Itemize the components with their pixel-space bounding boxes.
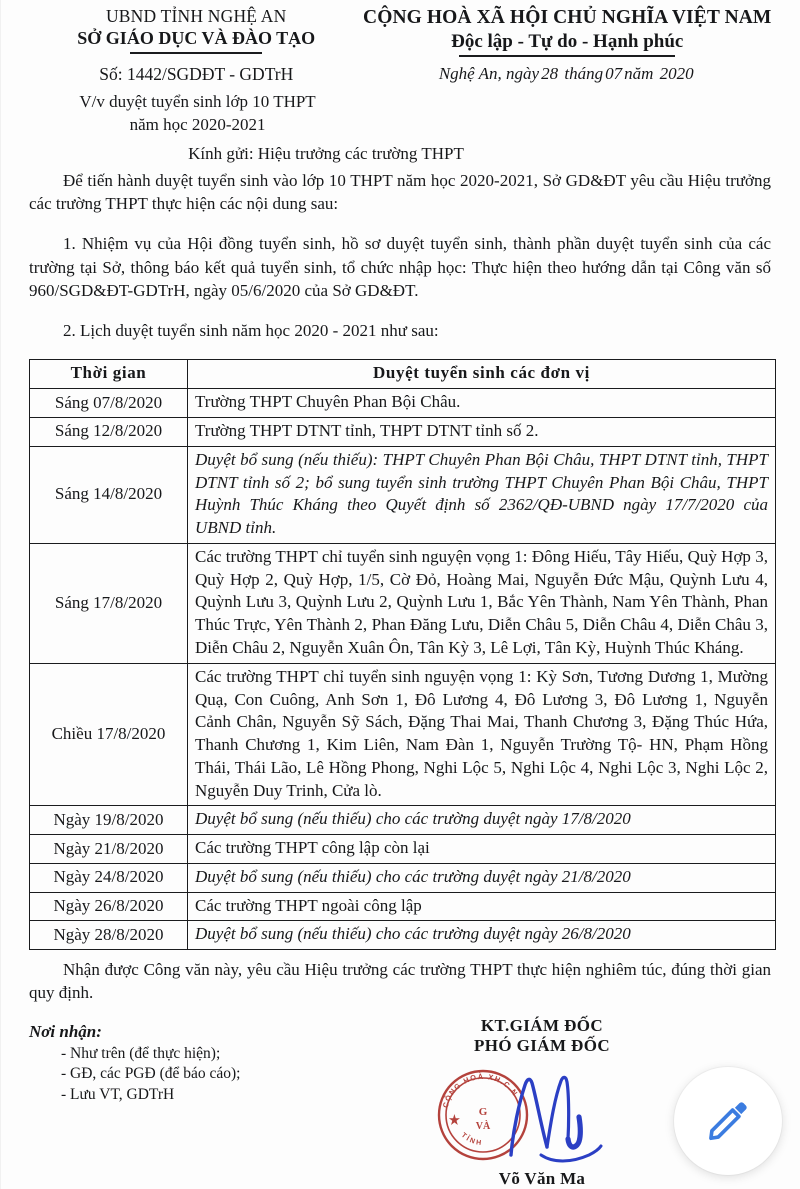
svg-text:TỈNH: TỈNH	[459, 1132, 484, 1148]
schedule-table-body	[30, 389, 776, 950]
subject-line-2: năm học 2020-2021	[129, 114, 266, 134]
place-date-year-label: năm	[624, 64, 654, 84]
table-row	[30, 446, 776, 543]
recipient-line: Kính gửi: Hiệu trưởng các trường THPT	[188, 143, 464, 163]
cell-desc: Trường THPT Chuyên Phan Bội Châu.	[188, 389, 776, 418]
place-date	[439, 64, 696, 83]
recipients-title: Nơi nhận:	[29, 1021, 102, 1041]
subject-line-1: V/v duyệt tuyển sinh lớp 10 THPT	[79, 92, 316, 112]
place-date-month-label: tháng	[564, 64, 604, 84]
table-row	[30, 663, 776, 806]
table-row	[30, 806, 776, 835]
cell-desc: Duyệt bổ sung (nếu thiếu): THPT Chuyên Phan Bội Châu, THPT DTNT tỉnh, THPT DTNT tỉnh số 2; bổ sung tuyển sinh trường THPT Chuyên Phan Bội Châu, THPT Huỳnh Thúc Kháng theo Quyết định số 2362/QĐ-UBND ngày 17/7/2020 của UBND tỉnh.	[188, 446, 776, 543]
cell-desc: Trường THPT DTNT tỉnh, THPT DTNT tỉnh số 2.	[188, 418, 776, 447]
seal-and-signature	[397, 1057, 687, 1175]
pencil-icon	[705, 1098, 751, 1144]
schedule-table-wrap	[27, 359, 775, 950]
cell-time: Ngày 26/8/2020	[30, 892, 188, 921]
masthead	[27, 6, 775, 57]
cell-desc: Duyệt bổ sung (nếu thiếu) cho các trường duyệt ngày 21/8/2020	[188, 863, 776, 892]
handwritten-signature	[489, 1059, 619, 1171]
organization-parent-line: UBND TỈNH NGHỆ AN	[105, 6, 287, 26]
list-item: - Lưu VT, GDTrH	[61, 1085, 175, 1103]
place-date-year: 2020	[659, 64, 694, 84]
document-number: Số: 1442/SGDĐT - GDTrH	[99, 64, 294, 85]
section-1-paragraph: 1. Nhiệm vụ của Hội đồng tuyển sinh, hồ sơ duyệt tuyển sinh, thành phần duyệt tuyển sinh của các trường tại Sở, thông báo kết quả tuyển sinh, tổ chức nhập học: Thực hiện theo hướng dẫn tại Công văn số 960/SGD&ĐT-GDTrH, ngày 05/6/2020 của Sở GD&ĐT.	[29, 234, 771, 300]
cell-time: Sáng 12/8/2020	[30, 418, 188, 447]
national-motto-underline	[459, 55, 675, 57]
section-2-paragraph: 2. Lịch duyệt tuyển sinh năm học 2020 - 2021 như sau:	[63, 321, 439, 341]
column-header-units: Duyệt tuyển sinh các đơn vị	[188, 360, 776, 389]
intro-paragraph: Để tiến hành duyệt tuyển sinh vào lớp 10 THPT năm học 2020-2021, Sở GD&ĐT yêu cầu Hiệu trưởng các trường THPT thực hiện các nội dung sau:	[29, 170, 771, 213]
cell-time: Sáng 14/8/2020	[30, 446, 188, 543]
cell-time: Ngày 19/8/2020	[30, 806, 188, 835]
cell-desc: Duyệt bổ sung (nếu thiếu) cho các trường duyệt ngày 26/8/2020	[188, 921, 776, 950]
schedule-table	[29, 359, 776, 950]
cell-desc: Các trường THPT chỉ tuyển sinh nguyện vọng 1: Kỳ Sơn, Tương Dương 1, Mường Quạ, Con Cuông, Anh Sơn 1, Đô Lương 4, Đô Lương 3, Đô Lương 1, Nguyễn Cảnh Chân, Nguyễn Sỹ Sách, Đặng Thai Mai, Thanh Chương 3, Đặng Thúc Hứa, Thanh Chương 1, Kim Liên, Nam Đàn 1, Nguyễn Trường Tộ- HN, Phạm Hồng Thái, Thái Lão, Lê Hồng Phong, Nghi Lộc 5, Nghi Lộc 4, Nghi Lộc 3, Nghi Lộc 2, Nguyễn Duy Trinh, Cửa lò.	[188, 663, 776, 806]
table-row	[30, 543, 776, 663]
document-body	[1, 0, 800, 1189]
cell-time: Ngày 24/8/2020	[30, 863, 188, 892]
cell-desc: Các trường THPT công lập còn lại	[188, 835, 776, 864]
national-motto: Độc lập - Tự do - Hạnh phúc	[451, 30, 684, 52]
table-row	[30, 892, 776, 921]
cell-time: Sáng 17/8/2020	[30, 543, 188, 663]
table-row	[30, 389, 776, 418]
edit-button[interactable]	[674, 1067, 782, 1175]
organization-name-line: SỞ GIÁO DỤC VÀ ĐÀO TẠO	[77, 28, 316, 49]
cell-time: Ngày 28/8/2020	[30, 921, 188, 950]
cell-time: Chiều 17/8/2020	[30, 663, 188, 806]
national-title: CỘNG HOÀ XÃ HỘI CHỦ NGHĨA VIỆT NAM	[363, 7, 772, 28]
document-meta-row	[27, 64, 775, 85]
list-item: - Như trên (để thực hiện);	[61, 1044, 221, 1062]
issuing-organization	[27, 6, 359, 57]
cell-desc: Duyệt bổ sung (nếu thiếu) cho các trường duyệt ngày 17/8/2020	[188, 806, 776, 835]
organization-underline	[130, 52, 262, 54]
table-row	[30, 418, 776, 447]
cell-desc: Các trường THPT chỉ tuyển sinh nguyện vọng 1: Đông Hiếu, Tây Hiếu, Quỳ Hợp 3, Quỳ Hợp 2, Quỳ Hợp, 1/5, Cờ Đỏ, Hoàng Mai, Nguyễn Đức Mậu, Quỳnh Lưu 4, Quỳnh Lưu 3, Quỳnh Lưu 2, Quỳnh Lưu 1, Bắc Yên Thành, Nam Yên Thành, Phan Thúc Trực, Yên Thành 2, Phan Đăng Lưu, Diễn Châu 5, Diễn Châu 4, Diễn Châu 3, Diễn Châu 2, Nguyễn Xuân Ôn, Tân Kỳ 3, Lê Lợi, Tân Kỳ, Huỳnh Thúc Kháng.	[188, 543, 776, 663]
subject-block	[27, 91, 362, 135]
signer-name: Võ Văn Ma	[498, 1169, 586, 1189]
national-heading	[359, 6, 775, 57]
document-number-wrap	[27, 64, 359, 85]
svg-text:CỘNG HOÀ XH.C.N: CỘNG HOÀ XH.C.N	[440, 1072, 521, 1110]
place-date-wrap	[359, 64, 775, 85]
svg-text:G: G	[478, 1106, 488, 1119]
table-header-row	[30, 360, 776, 389]
table-row	[30, 863, 776, 892]
column-header-time: Thời gian	[30, 360, 188, 389]
signature-block	[397, 1016, 687, 1189]
signer-title-line-1: KT.GIÁM ĐỐC	[480, 1015, 604, 1035]
cell-desc: Các trường THPT ngoài công lập	[188, 892, 776, 921]
cell-time: Sáng 07/8/2020	[30, 389, 188, 418]
list-item: - GĐ, các PGĐ (để báo cáo);	[61, 1065, 241, 1083]
place-date-day: 28	[541, 64, 559, 84]
document-footer	[27, 1015, 775, 1189]
place-date-prefix: Nghệ An, ngày	[438, 64, 540, 84]
svg-text:VÀ: VÀ	[475, 1121, 491, 1133]
table-row	[30, 835, 776, 864]
place-date-month: 07	[605, 64, 623, 84]
closing-paragraph: Nhận được Công văn này, yêu cầu Hiệu trưởng các trường THPT thực hiện nghiêm túc, đúng thời gian quy định.	[29, 960, 771, 1003]
table-row	[30, 921, 776, 950]
signer-title-line-2: PHÓ GIÁM ĐỐC	[473, 1036, 611, 1056]
cell-time: Ngày 21/8/2020	[30, 835, 188, 864]
